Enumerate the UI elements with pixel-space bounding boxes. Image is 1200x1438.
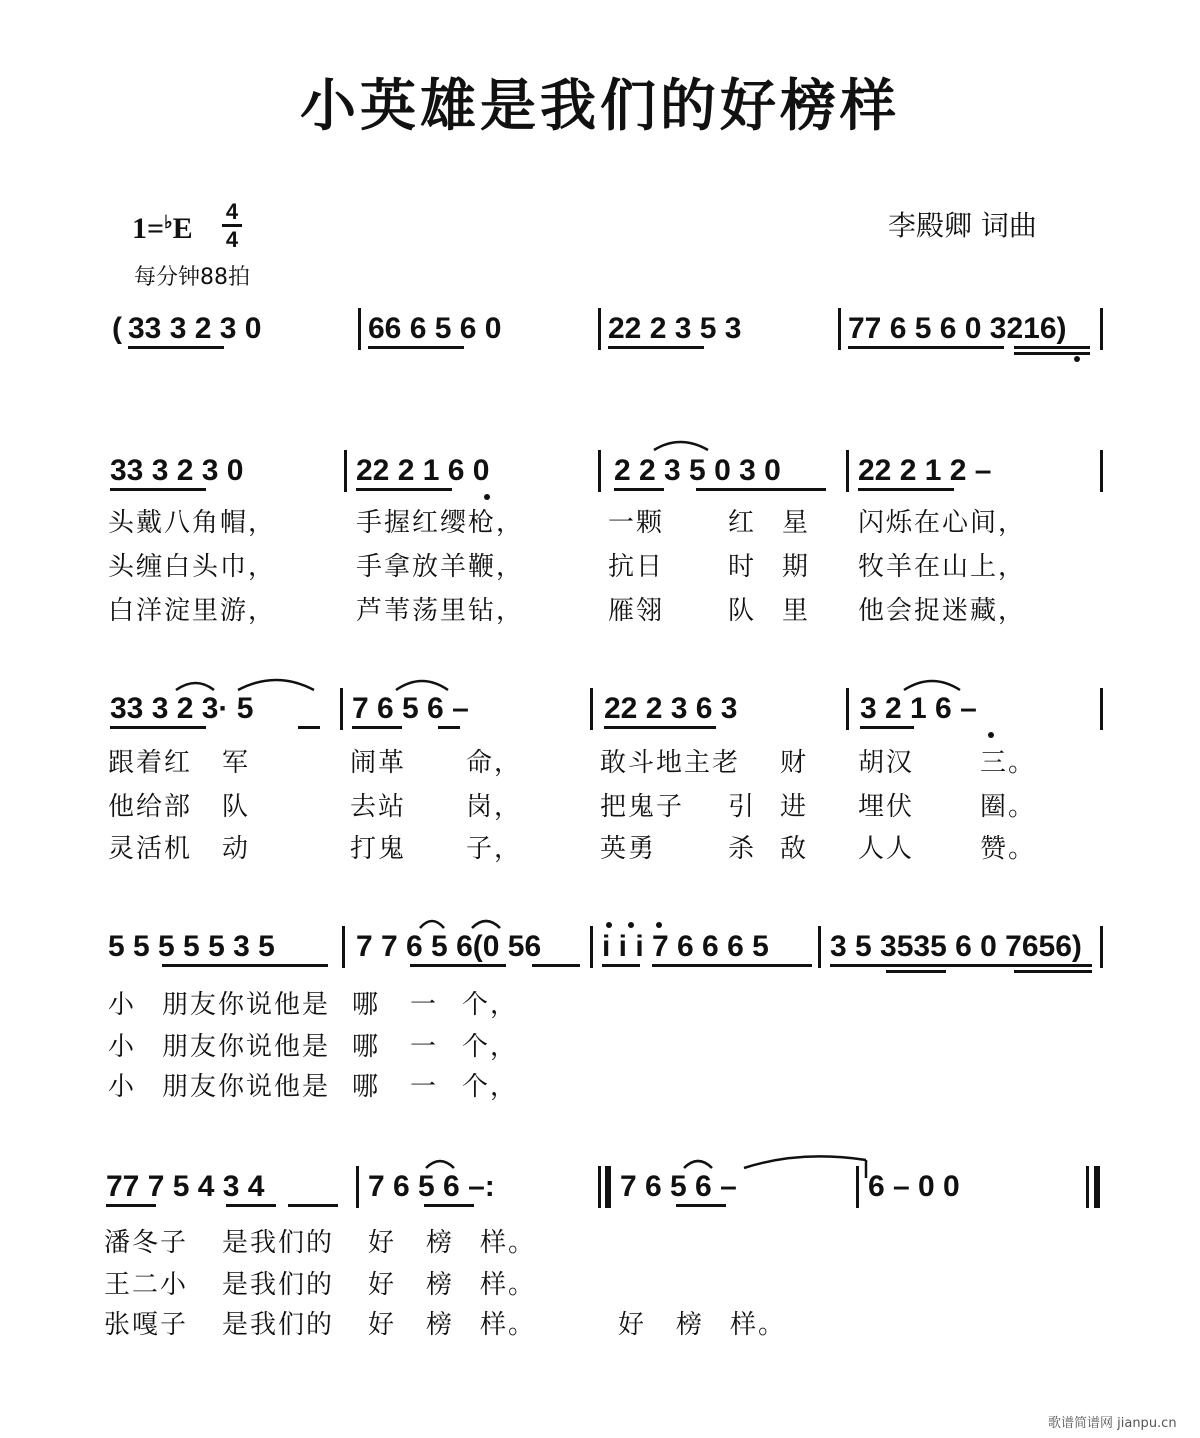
intro-measure-1: 33 3 2 3 0: [128, 312, 262, 345]
lyric: 打鬼: [350, 834, 407, 864]
intro-measure-3: 22 2 3 5 3: [608, 312, 742, 345]
lyric: 头戴八角帽，: [108, 508, 277, 538]
lyric: 敌: [780, 834, 809, 864]
lyric: 榜: [426, 1270, 455, 1300]
lyric: 潘冬子: [104, 1228, 189, 1258]
lyric: 队: [728, 596, 757, 626]
lyric: 敢斗地主老: [600, 748, 741, 778]
lyric: 好: [618, 1310, 647, 1340]
lyric: 里: [782, 596, 811, 626]
lyric: 是我们的: [222, 1270, 335, 1300]
verse-measure-4: 22 2 1 2 –: [858, 454, 992, 487]
lyric: 跟着红: [108, 748, 193, 778]
intro-measure-2: 66 6 5 6 0: [368, 312, 502, 345]
line3-measure-2: 7 6 5 6 –: [352, 692, 469, 725]
tie: [654, 442, 708, 450]
lyric: 赞。: [980, 834, 1037, 864]
author-credit: 李殿卿 词曲: [888, 209, 1037, 242]
line5-measure-3: 7 6 5 6 –: [620, 1170, 737, 1203]
slur: [426, 1161, 454, 1168]
slur: [420, 921, 444, 928]
line3-measure-3: 22 2 3 6 3: [604, 692, 738, 725]
line5-measure-2: 7 6 5 6 –:: [368, 1170, 495, 1203]
line4-measure-1: 5 5 5 5 5 3 5: [108, 930, 275, 963]
lyric: 小: [108, 1072, 137, 1102]
lyric: 个，: [462, 990, 519, 1020]
lyric: 是我们的: [222, 1228, 335, 1258]
lyric: 朋友你说他是: [162, 1072, 331, 1102]
lyric: 把鬼子: [600, 792, 685, 822]
lyric: 哪: [352, 1032, 381, 1062]
lyric: 好: [368, 1310, 397, 1340]
watermark: 歌谱简谱网 jianpu.cn: [1048, 1416, 1177, 1431]
lyric: 头缠白头巾，: [108, 552, 277, 582]
lyric: 是我们的: [222, 1310, 335, 1340]
lyric: 圈。: [980, 792, 1037, 822]
tie: [396, 681, 448, 690]
lyric: 去站: [350, 792, 407, 822]
lyric: 手拿放羊鞭，: [356, 552, 525, 582]
time-signature-bottom: 4: [225, 227, 239, 252]
tie: [238, 680, 314, 690]
intro-measure-4: 77 6 5 6 0 3216): [848, 312, 1067, 345]
lyric: 张嘎子: [104, 1310, 189, 1340]
lyric: 样。: [730, 1310, 787, 1340]
lyric: 杀: [728, 834, 757, 864]
lyric: 时: [728, 552, 757, 582]
lyric: 榜: [676, 1310, 705, 1340]
lyric: 个，: [462, 1072, 519, 1102]
flat-sign: ♭: [164, 212, 173, 232]
lyric: 朋友你说他是: [162, 990, 331, 1020]
line4-measure-2: 7 7 6 5 6(0 56: [356, 930, 542, 963]
tie: [744, 1156, 866, 1168]
line5-measure-1: 77 7 5 4 3 4: [106, 1170, 265, 1203]
verse-measure-2: 22 2 1 6 0: [356, 454, 490, 487]
lyric: 胡汉: [858, 748, 915, 778]
lyric: 岗，: [466, 792, 523, 822]
lyric: 他会捉迷藏，: [858, 596, 1027, 626]
line3-measure-4: 3 2 1 6 –: [860, 692, 977, 725]
lyric: 一: [410, 1032, 439, 1062]
lyric: 哪: [352, 990, 381, 1020]
lyric: 样。: [480, 1228, 537, 1258]
time-signature-top: 4: [225, 199, 239, 224]
lyric: 星: [782, 508, 811, 538]
lyric: 朋友你说他是: [162, 1032, 331, 1062]
lyric: 红: [728, 508, 757, 538]
lyric: 财: [780, 748, 809, 778]
lyric: 埋伏: [858, 792, 915, 822]
lyric: 他给部: [108, 792, 193, 822]
lyric: 哪: [352, 1072, 381, 1102]
line5-measure-4: 6 – 0 0: [868, 1170, 960, 1203]
slur: [472, 921, 500, 928]
lyric: 雁翎: [608, 596, 665, 626]
lyric: 闹革: [350, 748, 407, 778]
lyric: 牧羊在山上，: [858, 552, 1027, 582]
line4-measure-4: 3 5 3535 6 0 7656): [830, 930, 1082, 963]
lyric: 抗日: [608, 552, 665, 582]
lyric: 军: [222, 748, 251, 778]
lyric: 一: [410, 1072, 439, 1102]
tie: [176, 683, 214, 690]
verse-measure-1: 33 3 2 3 0: [110, 454, 244, 487]
lyric: 榜: [426, 1310, 455, 1340]
key-note: E: [172, 212, 193, 245]
lyric: 一颗: [608, 508, 665, 538]
lyric: 一: [410, 990, 439, 1020]
lyric: 灵活机: [108, 834, 193, 864]
lyric: 进: [780, 792, 809, 822]
intro-open-paren: (: [112, 312, 122, 345]
lyric: 三。: [980, 748, 1037, 778]
key-prefix: 1=: [132, 212, 165, 245]
lyric: 期: [782, 552, 811, 582]
song-title: 小英雄是我们的好榜样: [300, 73, 900, 139]
lyric: 好: [368, 1270, 397, 1300]
lyric: 闪烁在心间，: [858, 508, 1027, 538]
lyric: 子，: [466, 834, 523, 864]
verse-measure-3: 2 2 3 5 0 3 0: [614, 454, 781, 487]
lyric: 命，: [466, 748, 523, 778]
lyric: 动: [222, 834, 251, 864]
lyric: 好: [368, 1228, 397, 1258]
lyric: 队: [222, 792, 251, 822]
lyric: 芦苇荡里钻，: [356, 596, 525, 626]
line3-measure-1: 33 3 2 3· 5: [110, 692, 254, 725]
tie: [904, 681, 960, 690]
lyric: 白洋淀里游，: [108, 596, 277, 626]
lyric: 个，: [462, 1032, 519, 1062]
lyric: 英勇: [600, 834, 657, 864]
slur: [684, 1161, 712, 1168]
lyric: 小: [108, 1032, 137, 1062]
lyric: 样。: [480, 1270, 537, 1300]
lyric: 手握红缨枪，: [356, 508, 525, 538]
lyric: 小: [108, 990, 137, 1020]
lyric: 榜: [426, 1228, 455, 1258]
tempo-marking: 每分钟88拍: [134, 265, 250, 290]
lyric: 人人: [858, 834, 915, 864]
lyric: 引: [728, 792, 757, 822]
line4-measure-3: i i i 7 6 6 6 5: [602, 930, 769, 963]
lyric: 样。: [480, 1310, 537, 1340]
lyric: 王二小: [104, 1270, 189, 1300]
